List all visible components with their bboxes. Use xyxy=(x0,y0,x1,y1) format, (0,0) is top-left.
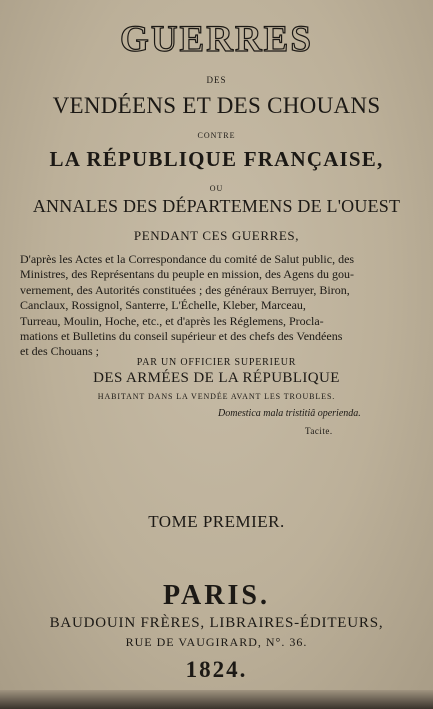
description-line: vernement, des Autorités constituées ; des généraux Berruyer, Biron, xyxy=(20,282,350,297)
imprint-city: PARIS. xyxy=(163,580,270,611)
volume-label: TOME PREMIER. xyxy=(148,512,285,531)
pendant-heading: PENDANT CES GUERRES, xyxy=(133,228,300,243)
author-line: PAR UN OFFICIER SUPERIEUR xyxy=(136,357,297,368)
description-line: mations et Bulletins du conseil supérieur et des chefs des Vendéens xyxy=(20,329,343,344)
title-connector-contre: CONTRE xyxy=(197,131,236,140)
annales-heading: ANNALES DES DÉPARTEMENS DE L'OUEST xyxy=(32,196,401,216)
epigraph-source: Tacite. xyxy=(305,426,333,436)
description-line: Canclaux, Rossignol, Santerre, L'Échelle, Kleber, Marceau, xyxy=(20,298,306,313)
republic-heading: LA RÉPUBLIQUE FRANÇAISE, xyxy=(49,147,384,171)
title-connector-ou: OU xyxy=(209,184,224,193)
page-edge-shadow xyxy=(0,690,433,709)
description-line: D'après les Actes et la Correspondance du comité de Salut public, des xyxy=(20,252,355,266)
book-subtitle: VENDÉENS ET DES CHOUANS xyxy=(52,93,381,118)
description-line: Ministres, des Représentans du peuple en mission, des Agens du gou- xyxy=(20,267,354,282)
epigraph: Domestica mala tristitiâ operienda. xyxy=(218,408,361,419)
imprint-year: 1824. xyxy=(185,657,248,682)
description-line: et des Chouans ; xyxy=(20,344,99,359)
imprint-address: RUE DE VAUGIRARD, N°. 36. xyxy=(125,635,308,649)
description-line: Turreau, Moulin, Hoche, etc., et d'après les Réglemens, Procla- xyxy=(20,313,324,328)
title-connector-des: DES xyxy=(206,75,227,85)
imprint-publisher: BAUDOUIN FRÈRES, LIBRAIRES-ÉDITEURS, xyxy=(49,615,384,631)
author-affiliation: DES ARMÉES DE LA RÉPUBLIQUE xyxy=(93,370,340,386)
author-residence: HABITANT DANS LA VENDÉE AVANT LES TROUBLES. xyxy=(97,392,336,401)
book-title: GUERRES xyxy=(120,19,313,60)
description-paragraph xyxy=(20,252,412,360)
